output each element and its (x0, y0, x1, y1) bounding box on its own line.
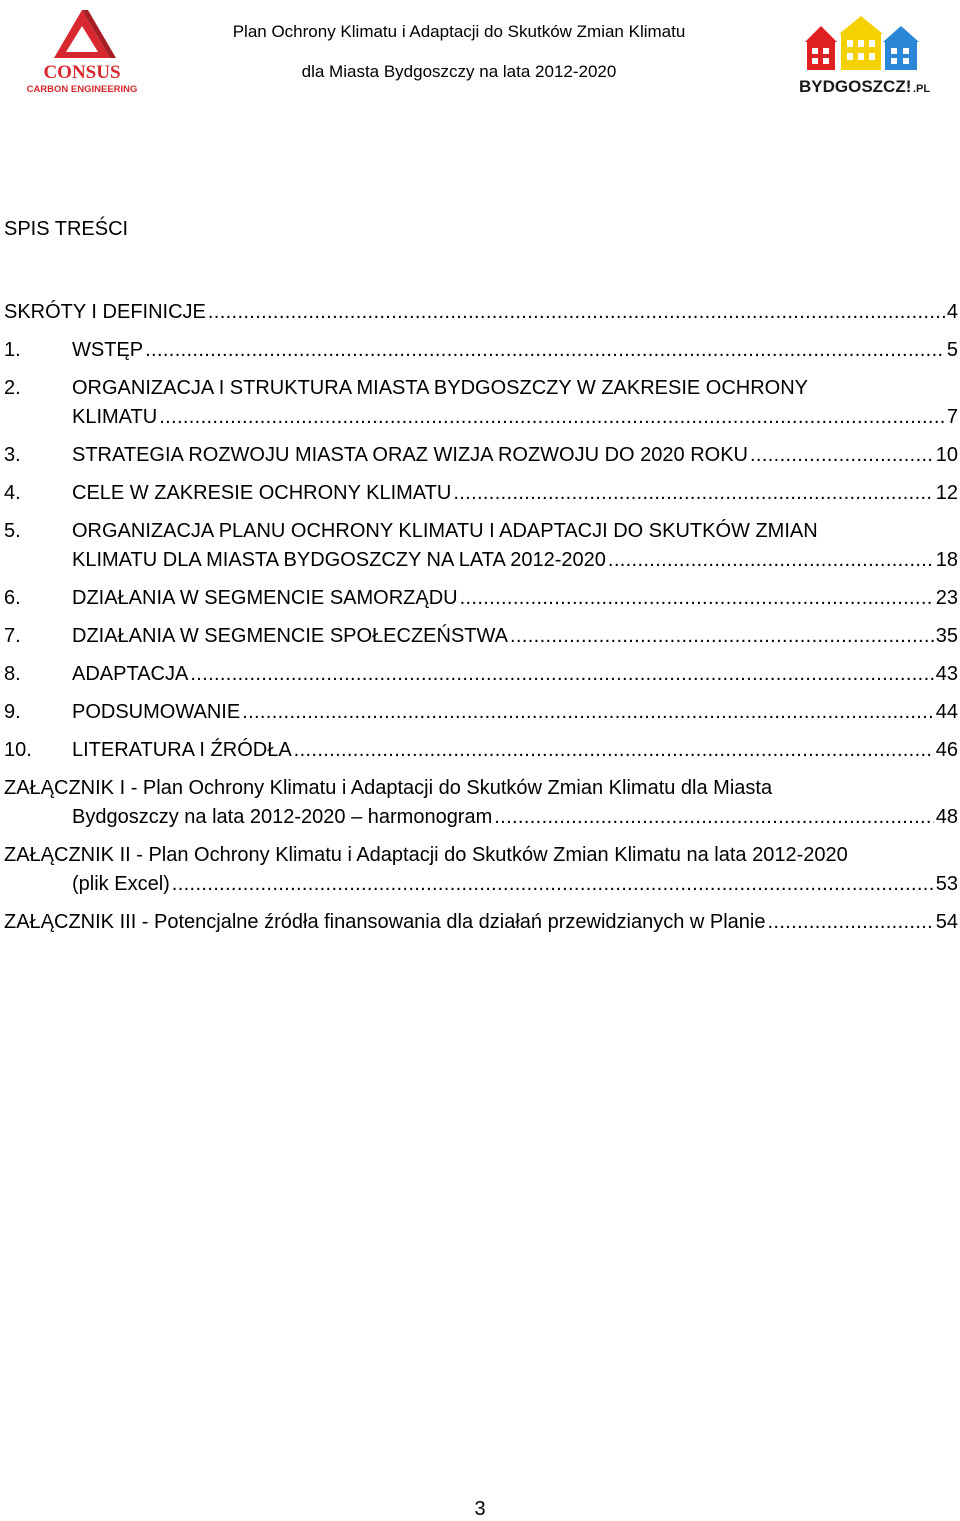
toc-page-number: 5 (946, 339, 958, 361)
bydgoszcz-logo-name: BYDGOSZCZ! (799, 77, 912, 96)
toc-entry-title: SKRÓTY I DEFINICJE (4, 301, 206, 323)
toc-entry[interactable] (4, 622, 958, 660)
toc-entry-number: 4. (4, 482, 21, 504)
toc-dot-leader (768, 908, 934, 937)
toc-dot-leader (190, 660, 933, 689)
toc-page-number: 43 (935, 663, 958, 685)
toc-entry-number: 7. (4, 625, 21, 647)
toc-entry[interactable] (4, 698, 958, 736)
toc-entry-body (72, 479, 958, 508)
toc-entry-body (72, 584, 958, 613)
toc-entry-body (4, 841, 958, 899)
toc-entry-title: KLIMATU DLA MIASTA BYDGOSZCZY NA LATA 2012-2020 (72, 549, 606, 571)
toc-entry-number: 6. (4, 587, 21, 609)
toc-entry-title: WSTĘP (72, 339, 144, 361)
toc-entry-body (72, 374, 958, 432)
toc-entry-number: 2. (4, 377, 21, 399)
toc-entry[interactable] (4, 774, 958, 841)
toc-entry[interactable] (4, 908, 958, 946)
toc-entry-body (72, 736, 958, 765)
toc-entry-title: (plik Excel) (72, 873, 170, 895)
toc-page-number: 10 (935, 444, 958, 466)
toc-entry-body (72, 660, 958, 689)
toc-entry[interactable] (4, 336, 958, 374)
toc-entry-title: DZIAŁANIA W SEGMENCIE SAMORZĄDU (72, 587, 458, 609)
toc-entry-body (4, 908, 958, 937)
toc-page-number: 44 (935, 701, 958, 723)
bydgoszcz-logo (795, 12, 945, 100)
toc-entry-body (72, 622, 958, 651)
toc-dot-leader (453, 479, 933, 508)
toc-entry[interactable] (4, 298, 958, 336)
toc-entry-title: PODSUMOWANIE (72, 701, 241, 723)
toc-entry-number: 1. (4, 339, 21, 361)
toc-entry-number: 8. (4, 663, 21, 685)
toc-entry[interactable] (4, 736, 958, 774)
toc-entry-body (72, 517, 958, 575)
toc-entry[interactable] (4, 374, 958, 441)
toc-page-number: 12 (935, 482, 958, 504)
toc-entry-title: ZAŁĄCZNIK II - Plan Ochrony Klimatu i Adaptacji do Skutków Zmian Klimatu na lata 2012-2020 (4, 844, 848, 866)
toc-entry-number: 5. (4, 520, 21, 542)
toc-entry-title: CELE W ZAKRESIE OCHRONY KLIMATU (72, 482, 452, 504)
toc-dot-leader (608, 546, 934, 575)
toc-dot-leader (172, 870, 934, 899)
toc-entry-title: ZAŁĄCZNIK III - Potencjalne źródła finansowania dla działań przewidzianych w Planie (4, 911, 766, 933)
toc-entry-title: ORGANIZACJA PLANU OCHRONY KLIMATU I ADAPTACJI DO SKUTKÓW ZMIAN (72, 520, 818, 542)
toc-dot-leader (145, 336, 945, 365)
header-title-line2: dla Miasta Bydgoszczy na lata 2012-2020 (301, 62, 617, 81)
toc-dot-leader (750, 441, 934, 470)
toc-page-number: 46 (935, 739, 958, 761)
toc-dot-leader (159, 403, 945, 432)
toc-page-number: 4 (946, 301, 958, 323)
toc-entry[interactable] (4, 660, 958, 698)
toc-entry-title: ADAPTACJA (72, 663, 189, 685)
toc-dot-leader (294, 736, 934, 765)
toc-entry-body (72, 698, 958, 727)
toc-page-number: 53 (935, 873, 958, 895)
page-header (0, 0, 960, 110)
toc-entry-body (72, 336, 958, 365)
toc-entry[interactable] (4, 479, 958, 517)
toc-entry-title: STRATEGIA ROZWOJU MIASTA ORAZ WIZJA ROZWOJU DO 2020 ROKU (72, 444, 748, 466)
toc-entry-title: Bydgoszczy na lata 2012-2020 – harmonogram (72, 806, 493, 828)
toc-dot-leader (208, 298, 945, 327)
toc-entry[interactable] (4, 841, 958, 908)
toc-entry-number: 3. (4, 444, 21, 466)
toc-page-number: 54 (935, 911, 958, 933)
toc-entry-title: LITERATURA I ŹRÓDŁA (72, 739, 292, 761)
toc-entry-body (72, 441, 958, 470)
toc-entry-number: 9. (4, 701, 21, 723)
toc-entry-title: KLIMATU (72, 406, 158, 428)
toc-entry-body (4, 298, 958, 327)
toc-entry-title: ORGANIZACJA I STRUKTURA MIASTA BYDGOSZCZY W ZAKRESIE OCHRONY (72, 377, 809, 399)
toc-dot-leader (460, 584, 934, 613)
toc-page-number: 35 (935, 625, 958, 647)
toc-entry-body (4, 774, 958, 832)
toc-dot-leader (242, 698, 934, 727)
consus-logo-name: CONSUS (43, 62, 121, 83)
toc-dot-leader (510, 622, 934, 651)
toc-entry[interactable] (4, 517, 958, 584)
toc-entry[interactable] (4, 441, 958, 479)
bydgoszcz-logo-suffix: .PL (913, 83, 931, 95)
consus-logo-tagline: CARBON ENGINEERING (26, 84, 138, 95)
toc-entry-title: ZAŁĄCZNIK I - Plan Ochrony Klimatu i Adaptacji do Skutków Zmian Klimatu dla Miasta (4, 777, 773, 799)
page-number: 3 (474, 1498, 486, 1520)
toc-heading: SPIS TREŚCI (4, 218, 129, 240)
toc-entry-number: 10. (4, 739, 32, 761)
toc-page-number: 48 (935, 806, 958, 828)
toc-dot-leader (494, 803, 933, 832)
toc-page-number: 7 (946, 406, 958, 428)
consus-logo (26, 6, 138, 96)
table-of-contents (4, 298, 958, 946)
toc-page-number: 23 (935, 587, 958, 609)
toc-entry[interactable] (4, 584, 958, 622)
toc-entry-title: DZIAŁANIA W SEGMENCIE SPOŁECZEŃSTWA (72, 625, 508, 647)
toc-page-number: 18 (935, 549, 958, 571)
header-title-line1: Plan Ochrony Klimatu i Adaptacji do Skutków Zmian Klimatu (232, 22, 686, 41)
